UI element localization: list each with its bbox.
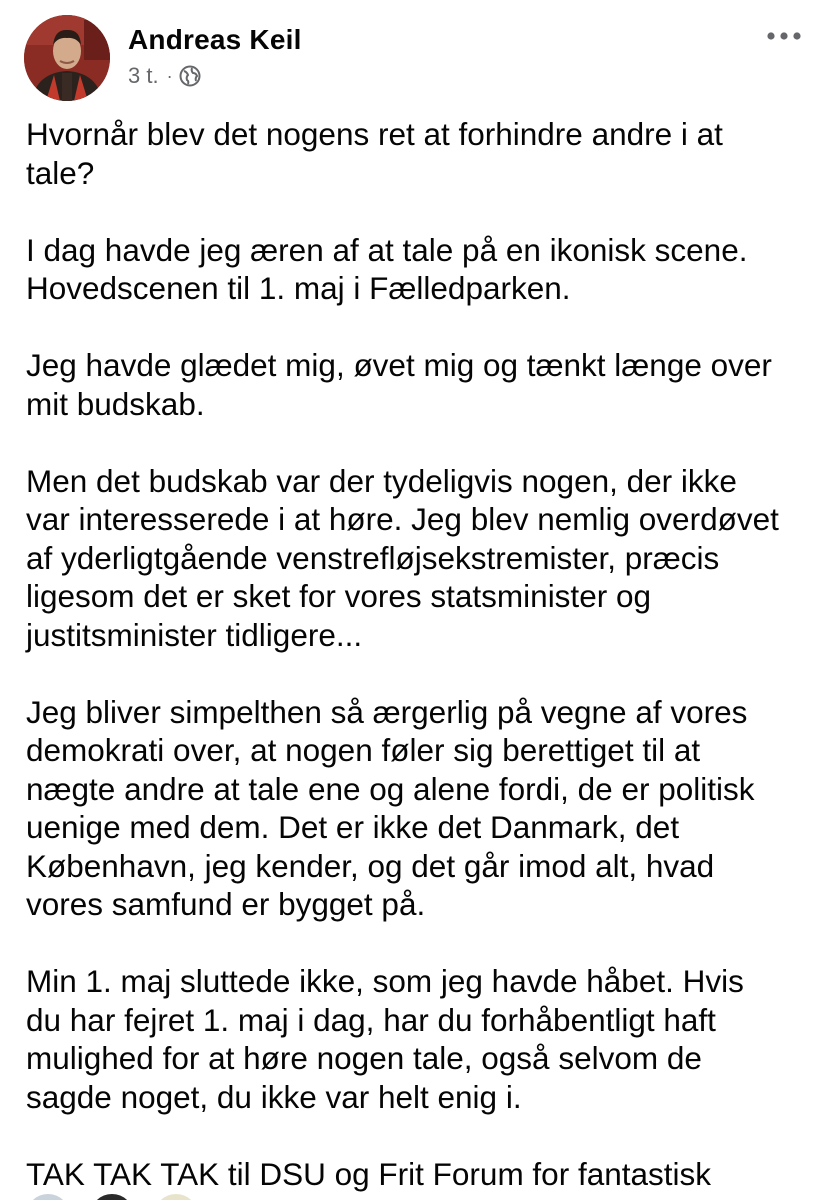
text-line: nægte andre at tale ene og alene fordi, de er politisk [26, 770, 755, 807]
post-header [0, 0, 827, 110]
post-paragraph [26, 346, 816, 423]
post-paragraph [26, 693, 816, 924]
text-line: vores samfund er bygget på. [26, 886, 426, 922]
post-meta [128, 63, 201, 89]
post-paragraph [26, 115, 816, 192]
text-line: demokrati over, at nogen føler sig berettiget til at [26, 732, 701, 768]
avatar[interactable] [24, 15, 110, 101]
text-line: mit budskab. [26, 385, 205, 422]
more-options-button[interactable] [760, 22, 808, 52]
text-line: mulighed for at høre nogen tale, også selvom de [26, 1040, 702, 1076]
post-paragraph [26, 462, 816, 655]
avatar[interactable] [88, 1192, 136, 1200]
text-line: sagde noget, du ikke var helt enig i. [26, 1078, 522, 1115]
meta-separator: · [166, 65, 173, 86]
text-line: Min 1. maj sluttede ikke, som jeg havde håbet. Hvis [26, 963, 744, 999]
text-line: TAK TAK TAK til DSU og Frit Forum for fantastisk [26, 1155, 712, 1192]
post-paragraph [26, 962, 816, 1116]
post-paragraph [26, 231, 816, 308]
post-paragraph [26, 1155, 816, 1194]
post-timestamp[interactable]: 3 t. [128, 63, 159, 88]
text-line: Jeg bliver simpelthen så ærgerlig på vegne af vores [26, 693, 748, 730]
text-line: du har fejret 1. maj i dag, har du forhåbentligt haft [26, 1001, 716, 1038]
author-name[interactable]: Andreas Keil [128, 24, 302, 55]
text-line: Hvornår blev det nogens ret at forhindre andre i at [26, 116, 723, 152]
avatar[interactable] [152, 1192, 200, 1200]
reaction-avatars [24, 1192, 216, 1200]
avatar[interactable] [24, 1192, 72, 1200]
text-line: justitsminister tidligere... [26, 616, 363, 653]
text-line: Jeg havde glædet mig, øvet mig og tænkt længe over [26, 347, 772, 383]
text-line: Hovedscenen til 1. maj i Fælledparken. [26, 270, 571, 306]
text-line: I dag havde jeg æren af at tale på en ikonisk scene. [26, 231, 748, 268]
text-line: København, jeg kender, og det går imod alt, hvad [26, 847, 715, 884]
text-line: uenige med dem. Det er ikke det Danmark, det [26, 809, 680, 845]
text-line: Men det budskab var der tydeligvis nogen, der ikke [26, 462, 737, 499]
text-line: ligesom det er sket for vores statsminister og [26, 578, 651, 614]
globe-icon [179, 65, 201, 87]
text-line: tale? [26, 154, 95, 191]
post-body [26, 115, 816, 1200]
avatar-photo [24, 15, 110, 101]
text-line: var interesserede i at høre. Jeg blev nemlig overdøvet [26, 501, 779, 537]
text-line: af yderligtgående venstrefløjsekstremister, præcis [26, 539, 720, 576]
more-horizontal-icon [766, 28, 802, 46]
